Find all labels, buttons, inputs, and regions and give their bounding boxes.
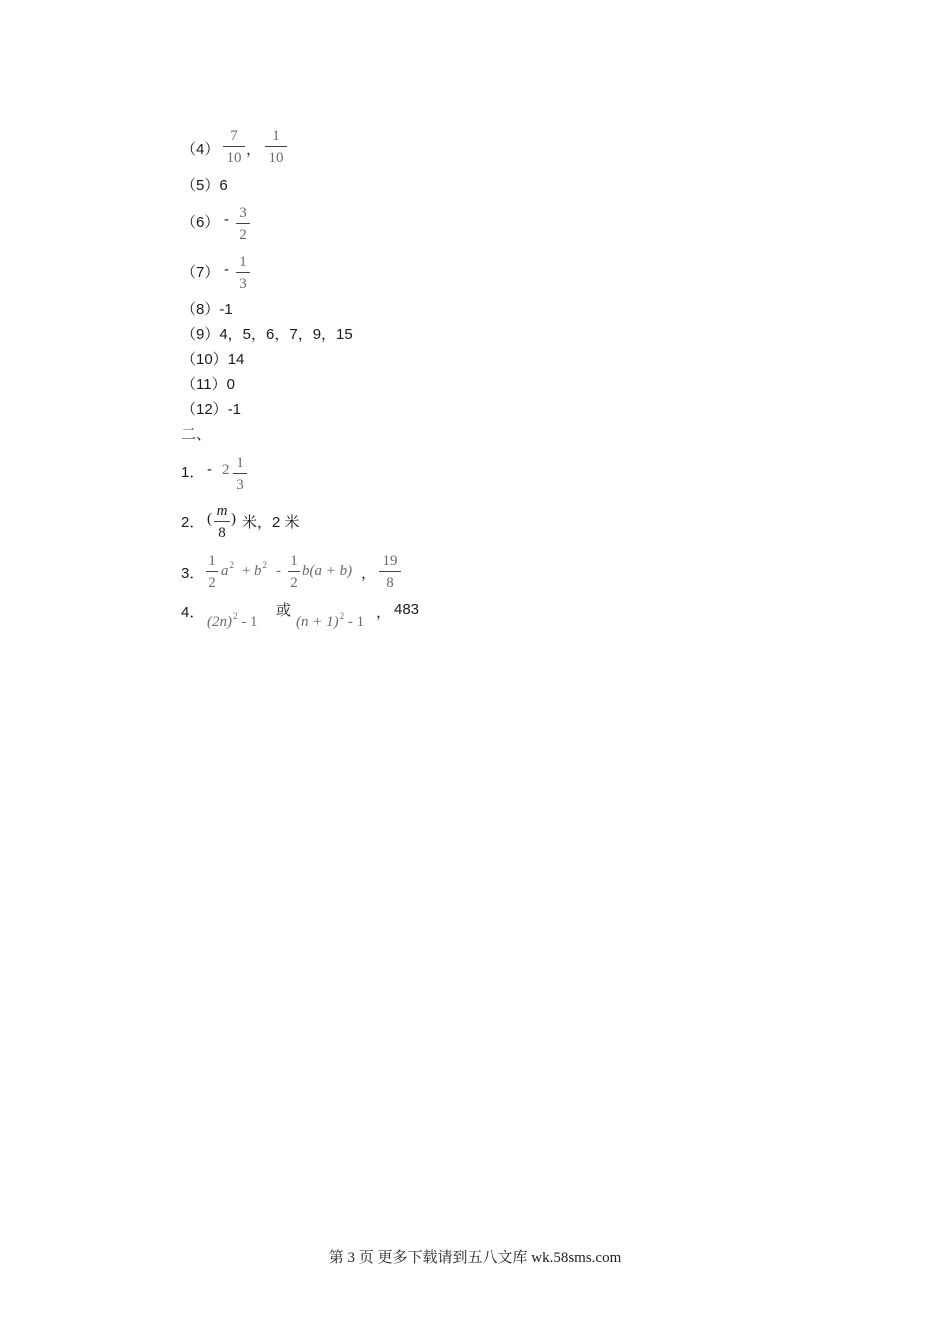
a3-fraction-3: [379, 552, 401, 592]
q8-label: （8）: [181, 301, 220, 318]
a2-label: 2．: [181, 514, 205, 531]
a4-or: 或: [276, 602, 292, 619]
q9-label: （9）: [181, 326, 220, 343]
q7-minus: -: [224, 261, 229, 278]
q5-value: 6: [219, 177, 228, 194]
a3-separator: ，: [361, 565, 377, 582]
q4-separator: ，: [246, 141, 262, 158]
a1-whole: 2: [222, 462, 230, 478]
q4-fraction-b: [265, 127, 287, 167]
q11-label: （11）: [181, 376, 227, 393]
a3-term-a: $a^2$: [221, 560, 234, 579]
a3-minus: -: [276, 563, 281, 579]
a2-rparen: ): [231, 511, 236, 527]
q6-label: （6）: [181, 214, 220, 231]
q4-a-denominator: 10: [226, 150, 242, 166]
q6-fraction: [236, 204, 250, 244]
q7-fraction: [236, 253, 250, 293]
a3-f3-denominator: 8: [386, 575, 394, 591]
a4-separator: ，: [376, 604, 392, 621]
a2-unit: 米，2 米: [242, 514, 300, 531]
answer-q9: [181, 325, 353, 345]
q12-label: （12）: [181, 401, 228, 418]
a3-f2-denominator: 2: [290, 575, 298, 591]
q4-b-numerator: 1: [272, 128, 280, 144]
q4-label: （4）: [181, 141, 220, 158]
a3-f1-denominator: 2: [208, 575, 216, 591]
a3-label: 3．: [181, 565, 205, 582]
q6-denominator: 2: [239, 227, 247, 243]
a2-fraction: [214, 502, 230, 542]
answer-q10: [181, 350, 244, 370]
a4-expression-1: $(2n)^2 - 1$: [207, 611, 258, 630]
a3-f2-numerator: 1: [290, 553, 298, 569]
answer-q12: [181, 400, 241, 420]
q10-value: 14: [227, 351, 245, 368]
q4-fraction-a: [223, 127, 245, 167]
a4-label: 4．: [181, 604, 205, 621]
a2-numerator: m: [216, 503, 228, 519]
answer-q8: [181, 300, 233, 320]
q7-numerator: 1: [239, 254, 247, 270]
q4-a-numerator: 7: [230, 128, 238, 144]
a1-label: 1．: [181, 464, 205, 481]
q11-value: 0: [226, 376, 235, 393]
section-heading: 二、: [181, 426, 212, 443]
a4-expression-2: $(n + 1)^2 - 1$: [296, 611, 365, 630]
a3-f3-numerator: 19: [382, 553, 398, 569]
q4-b-denominator: 10: [268, 150, 284, 166]
a3-term-product: b(a + b): [302, 563, 353, 579]
q12-value: -1: [227, 401, 242, 418]
q8-value: -1: [219, 301, 233, 318]
q5-label: （5）: [181, 177, 220, 194]
a3-fraction-1: [206, 552, 218, 592]
page-footer: 第 3 页 更多下载请到五八文库 wk.58sms.com: [328, 1250, 622, 1266]
q10-label: （10）: [181, 351, 228, 368]
answer-q5: [181, 176, 228, 196]
a3-f1-numerator: 1: [208, 553, 216, 569]
q7-denominator: 3: [239, 276, 247, 292]
a1-numerator: 1: [236, 455, 244, 471]
a4-value: 483: [394, 601, 420, 618]
a3-fraction-2: [288, 552, 300, 592]
q6-numerator: 3: [239, 205, 247, 221]
a2-denominator: 8: [218, 525, 226, 541]
a3-plus: +: [242, 563, 251, 579]
a1-minus: -: [207, 461, 212, 478]
a2-lparen: (: [207, 511, 212, 527]
a1-fraction: [233, 454, 247, 494]
answer-q11: [181, 375, 235, 395]
a1-denominator: 3: [236, 477, 244, 493]
q9-value: 4，5，6，7，9，15: [219, 326, 353, 343]
a3-term-b: $b^2$: [254, 560, 267, 579]
q6-minus: -: [224, 211, 229, 228]
q7-label: （7）: [181, 264, 220, 281]
